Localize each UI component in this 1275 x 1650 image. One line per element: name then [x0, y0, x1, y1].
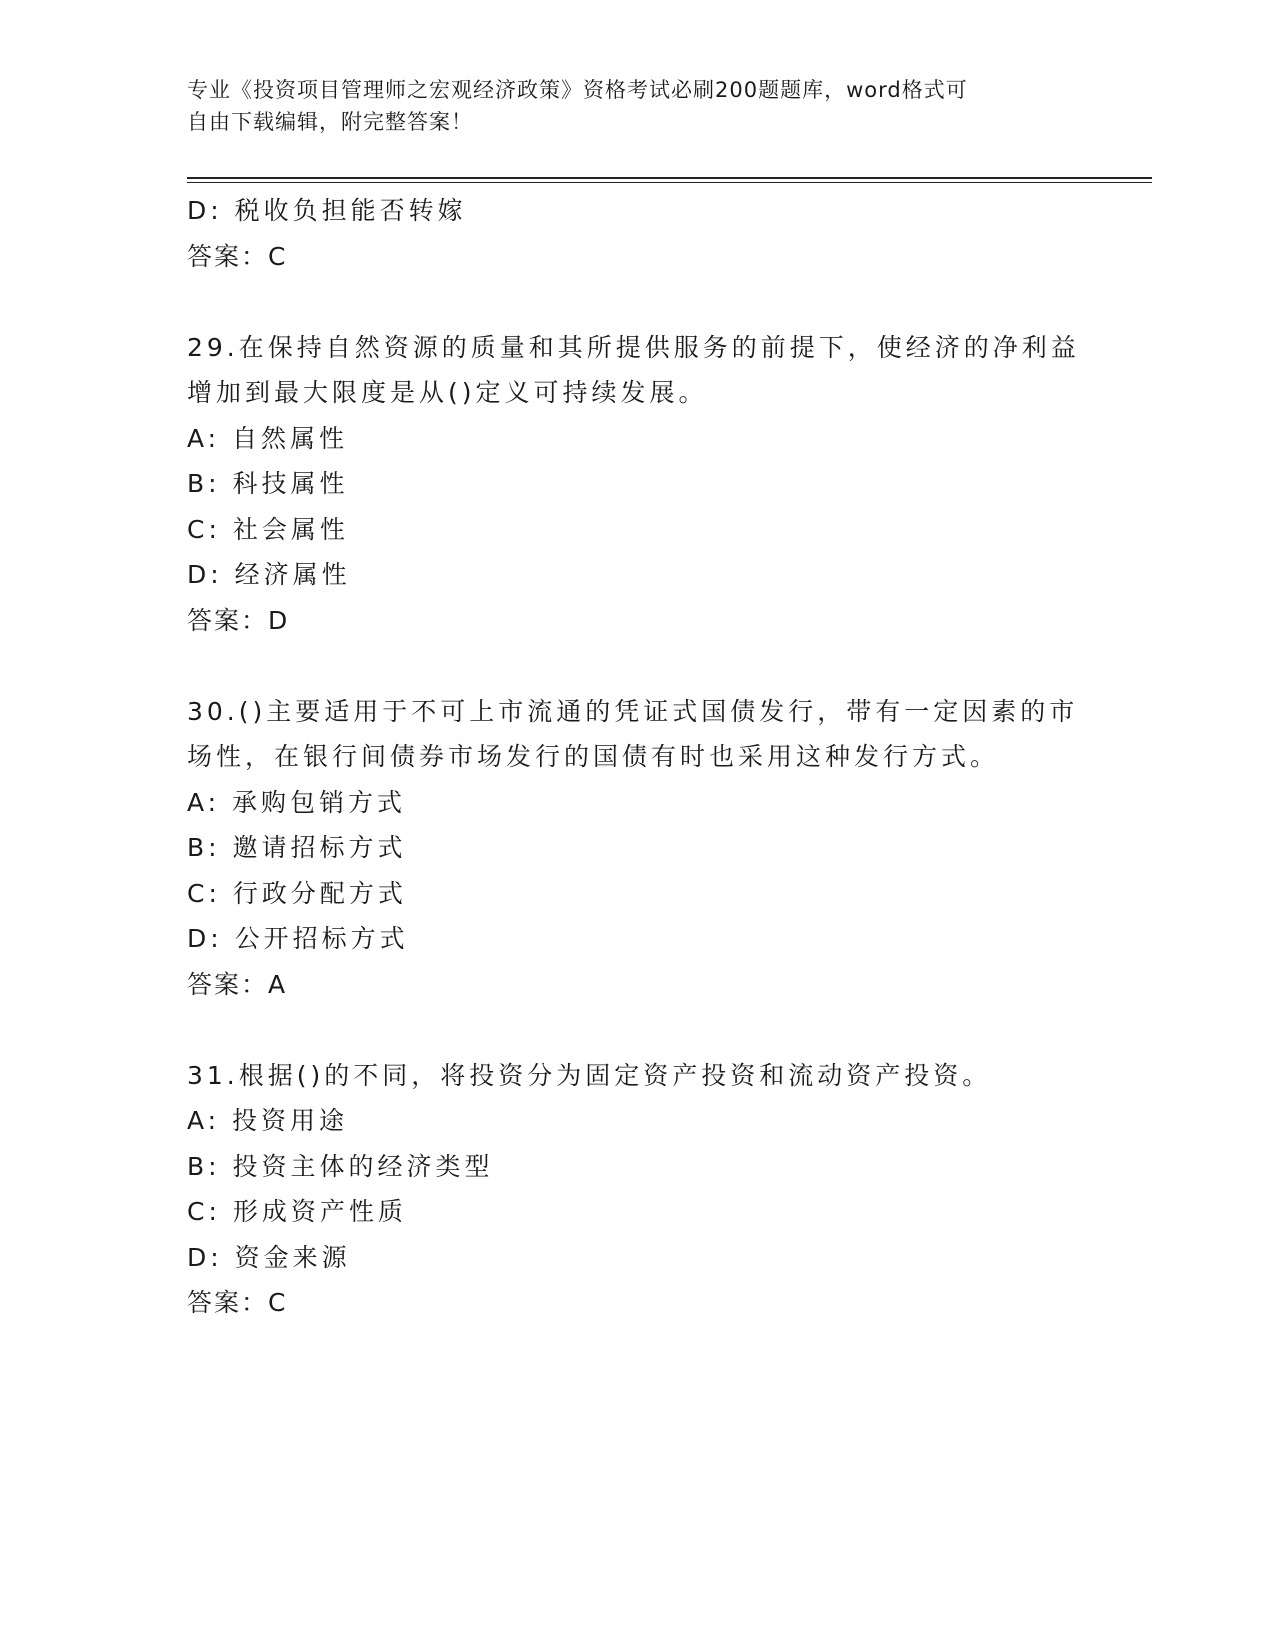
question-text: 30.()主要适用于不可上市流通的凭证式国债发行，带有一定因素的市: [187, 696, 1079, 726]
option-d: D: 税收负担能否转嫁: [187, 196, 467, 225]
header-divider-thin: [187, 182, 1152, 183]
spacer: [187, 1007, 1087, 1053]
header-line-1: 专业《投资项目管理师之宏观经济政策》资格考试必刷200题题库，word格式可: [187, 78, 968, 102]
question-list: [187, 188, 1087, 1326]
question-text: 31.根据()的不同，将投资分为固定资产投资和流动资产投资。: [187, 1060, 992, 1090]
option-a: A: 投资用途: [187, 1106, 349, 1135]
header-divider-thick: [187, 177, 1152, 179]
question-text: 29.在保持自然资源的质量和其所提供服务的前提下，使经济的净利益: [187, 332, 1080, 362]
option-c: C: 社会属性: [187, 514, 349, 544]
header-line-2: 自由下载编辑，附完整答案！: [187, 110, 473, 134]
option-a: A: 自然属性: [187, 423, 349, 453]
option-d: D: 经济属性: [187, 560, 351, 589]
option-a: A: 承购包销方式: [187, 787, 407, 817]
option-c: C: 形成资产性质: [187, 1197, 407, 1226]
answer-line: 答案：A: [187, 969, 288, 999]
document-header: [187, 74, 1067, 138]
question-31: [187, 1053, 1087, 1326]
answer-line: 答案：C: [187, 241, 288, 271]
question-text: 增加到最大限度是从()定义可持续发展。: [187, 378, 708, 407]
answer-line: 答案：C: [187, 1288, 288, 1317]
option-c: C: 行政分配方式: [187, 878, 407, 908]
question-text: 场性，在银行间债券市场发行的国债有时也采用这种发行方式。: [187, 742, 1000, 771]
question-29: [187, 325, 1087, 644]
option-b: B: 投资主体的经济类型: [187, 1151, 494, 1181]
spacer: [187, 643, 1087, 689]
answer-line: 答案：D: [187, 605, 290, 635]
option-b: B: 科技属性: [187, 469, 349, 498]
option-b: B: 邀请招标方式: [187, 833, 407, 862]
option-d: D: 资金来源: [187, 1242, 351, 1272]
question-30: [187, 689, 1087, 1008]
option-d: D: 公开招标方式: [187, 924, 409, 953]
spacer: [187, 279, 1087, 325]
